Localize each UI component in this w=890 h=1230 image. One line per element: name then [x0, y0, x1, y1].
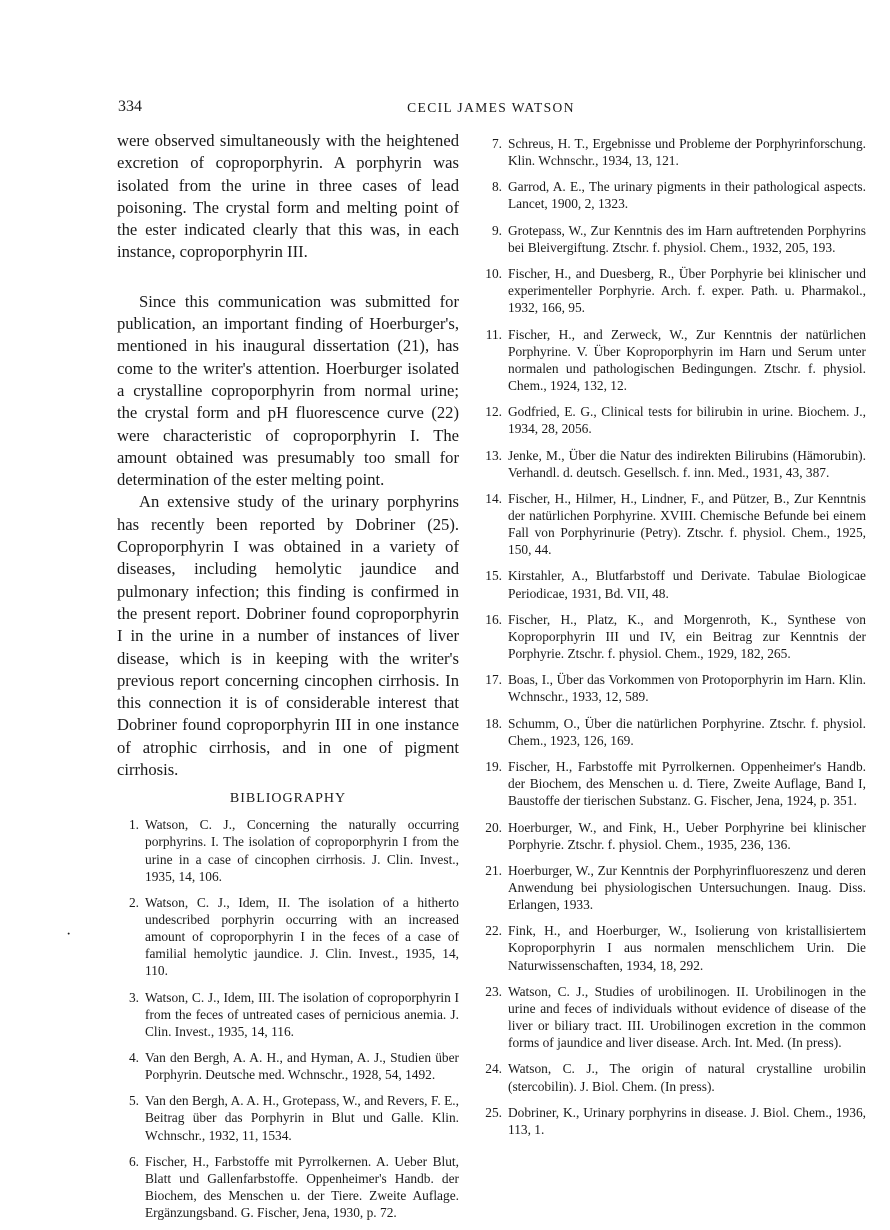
- body-paragraph: An extensive study of the urinary porphyrins has recently been reported by Dobriner (25). Coproporphyrin I was obtained in a variety of diseases, including hemolytic jaundice and pulmonary infection; this finding is confirmed in the present report. Dobriner found coproporphyrin I in the urine in a number of instances of liver disease, which is in keeping with the writer's previous report concerning cincophen cirrhosis. In this connection it is of considerable interest that Dobriner found coproporphyrin III in one instance of atrophic cirrhosis, and in one of pigment cirrhosis.: [117, 492, 459, 780]
- reference-text: Garrod, A. E., The urinary pigments in their pathological aspects. Lancet, 1900, 2, 1323.: [508, 179, 866, 212]
- reference-text: Watson, C. J., Studies of urobilinogen. II. Urobilinogen in the urine and feces of individuals without evidence of disease of the liver or biliary tract. III. Urobilinogen excretion in the common forms of jaundice and liver disease. Arch. Int. Med. (In press).: [508, 983, 866, 1051]
- reference-text: Watson, C. J., Idem, III. The isolation of coproporphyrin I from the feces of untreated cases of pernicious anemia. J. Clin. Invest., 1935, 14, 116.: [145, 989, 459, 1039]
- reference-text: Van den Bergh, A. A. H., Grotepass, W., and Revers, F. E., Beitrag über das Porphyrin in Blut und Galle. Klin. Wchnschr., 1932, 11, 1534.: [145, 1093, 459, 1143]
- reference-number: 18.: [485, 715, 502, 731]
- reference-item: [478, 326, 866, 394]
- page-header: [118, 98, 864, 122]
- reference-text: Fischer, H., and Zerweck, W., Zur Kenntnis der natürlichen Porphyrine. V. Über Koproporphyrin im Harn und Serum unter normalen und pathologischen Bedingungen. Ztschr. f. physiol. Chem., 1924, 132, 12.: [508, 326, 866, 393]
- reference-text: Schumm, O., Über die natürlichen Porphyrine. Ztschr. f. physiol. Chem., 1923, 126, 169.: [508, 715, 866, 748]
- reference-number: 25.: [485, 1104, 502, 1120]
- reference-number: 3.: [128, 989, 139, 1005]
- reference-number: 24.: [485, 1061, 502, 1077]
- reference-text: Godfried, E. G., Clinical tests for bilirubin in urine. Biochem. J., 1934, 28, 2056.: [508, 404, 866, 437]
- reference-text: Watson, C. J., The origin of natural crystalline urobilin (stercobilin). J. Biol. Chem. (In press).: [508, 1061, 866, 1094]
- reference-text: Fischer, H., Platz, K., and Morgenroth, K., Synthese von Koproporphyrin III und IV, ein Beitrag zur Kenntnis der Porphyrie. Ztschr. f. physiol. Chem., 1929, 182, 265.: [508, 611, 866, 662]
- reference-item: [478, 265, 866, 316]
- body-paragraph: Since this communication was submitted for publication, an important finding of Hoerburger's, mentioned in his inaugural dissertation (21), has come to the writer's attention. Hoerburger isolated a crystalline coproporphyrin from normal urine; the crystal form and pH fluorescence curve (22) were characteristic of coproporphyrin I. The amount obtained was presumably too small for determination of the ester melting point.: [117, 291, 459, 490]
- reference-number: 11.: [485, 326, 502, 342]
- reference-item: [478, 758, 866, 809]
- reference-text: Dobriner, K., Urinary porphyrins in disease. J. Biol. Chem., 1936, 113, 1.: [508, 1104, 866, 1137]
- reference-item: [478, 567, 866, 601]
- reference-text: Fischer, H., Hilmer, H., Lindner, F., and Pützer, B., Zur Kenntnis der natürlichen Porphyrine. XVIII. Chemische Befunde bei einem Fall von Porphyrinurie (Petry). Ztschr. f. physiol. Chem., 1925, 150, 44.: [508, 490, 866, 558]
- reference-text: Grotepass, W., Zur Kenntnis des im Harn auftretenden Porphyrins bei Bleivergiftung. Ztschr. f. physiol. Chem., 1932, 205, 193.: [508, 222, 866, 255]
- reference-item: [117, 816, 459, 884]
- bibliography-heading: BIBLIOGRAPHY: [229, 791, 347, 807]
- reference-number: 15.: [485, 568, 502, 584]
- reference-item: [117, 1092, 459, 1143]
- reference-number: 14.: [485, 490, 502, 506]
- reference-text: Fink, H., and Hoerburger, W., Isolierung von kristallisiertem Koproporphyrin I aus normalen menschlichem Urin. Die Naturwissenschaften, 1934, 18, 292.: [508, 923, 866, 973]
- left-column: [117, 130, 459, 1230]
- reference-list-left: [117, 816, 459, 1221]
- body-paragraph: were observed simultaneously with the heightened excretion of coproporphyrin. A porphyrin was isolated from the urine in three cases of lead poisoning. The crystal form and melting point of the ester indicated clearly that this was, in each instance, coproporphyrin III.: [117, 131, 459, 262]
- reference-number: 8.: [491, 179, 502, 195]
- reference-text: Schreus, H. T., Ergebnisse und Probleme der Porphyrinforschung. Klin. Wchnschr., 1934, 13, 121.: [508, 136, 866, 169]
- reference-item: [478, 447, 866, 481]
- reference-text: Watson, C. J., Idem, II. The isolation of a hitherto undescribed porphyrin occurring with an increased amount of coproporphyrin I in the feces of a case of familial hemolytic jaundice. J. Clin. Invest., 1935, 14, 110.: [145, 894, 459, 979]
- reference-item: [478, 819, 866, 853]
- reference-number: 6.: [128, 1153, 139, 1169]
- running-head: CECIL JAMES WATSON: [407, 100, 575, 115]
- reference-number: 9.: [491, 222, 502, 238]
- right-column: [478, 135, 866, 1147]
- reference-item: [478, 922, 866, 973]
- reference-number: 4.: [128, 1050, 139, 1065]
- page-number: 334: [118, 98, 142, 115]
- reference-number: 5.: [128, 1093, 139, 1109]
- reference-item: [478, 222, 866, 256]
- reference-list-right: [478, 135, 866, 1138]
- reference-item: [117, 1049, 459, 1083]
- reference-item: [478, 671, 866, 705]
- reference-number: 23.: [485, 983, 502, 999]
- reference-number: 1.: [128, 817, 139, 833]
- reference-text: Fischer, H., Farbstoffe mit Pyrrolkernen. Oppenheimer's Handb. der Biochem, des Menschen u. d. Tiere, Zweite Auflage, Band I, Baustoffe der tierischen Substanz. G. Fischer, Jena, 1924, p. 351.: [508, 759, 866, 809]
- reference-number: 19.: [485, 759, 502, 775]
- reference-text: Fischer, H., and Duesberg, R., Über Porphyrie bei klinischer und experimenteller Porphyrie. Arch. f. exper. Path. u. Pharmakol., 1932, 166, 95.: [508, 266, 866, 316]
- reference-number: 7.: [491, 136, 502, 151]
- reference-item: [478, 178, 866, 212]
- reference-text: Van den Bergh, A. A. H., and Hyman, A. J., Studien über Porphyrin. Deutsche med. Wchnschr., 1928, 54, 1492.: [145, 1050, 459, 1083]
- reference-item: [478, 862, 866, 913]
- reference-number: 12.: [485, 404, 502, 420]
- reference-item: [478, 490, 866, 558]
- reference-number: 22.: [485, 923, 502, 939]
- reference-number: 21.: [485, 862, 502, 878]
- reference-number: 20.: [485, 819, 502, 835]
- reference-number: 2.: [128, 894, 139, 910]
- stray-mark: ·: [66, 926, 72, 943]
- reference-number: 16.: [485, 611, 502, 627]
- reference-number: 13.: [485, 447, 502, 463]
- reference-text: Boas, I., Über das Vorkommen von Protoporphyrin im Harn. Klin. Wchnschr., 1933, 12, 589.: [508, 672, 866, 705]
- reference-item: [478, 1060, 866, 1094]
- reference-item: [478, 1104, 866, 1138]
- reference-text: Hoerburger, W., Zur Kenntnis der Porphyrinfluoreszenz und deren Anwendung bei physiologischen Untersuchungen. Inaug. Diss. Erlangen, 1933.: [508, 862, 866, 913]
- reference-item: [478, 611, 866, 662]
- reference-item: [478, 403, 866, 437]
- reference-text: Watson, C. J., Concerning the naturally occurring porphyrins. I. The isolation of coproporphyrin I from the urine in a case of cincophen cirrhosis. J. Clin. Invest., 1935, 14, 106.: [145, 817, 459, 884]
- reference-text: Fischer, H., Farbstoffe mit Pyrrolkernen. A. Ueber Blut, Blatt und Gallenfarbstoffe. Oppenheimer's Handb. der Biochem, des Menschen u. der Tiere. Zweite Auflage. Ergänzungsband. G. Fischer, Jena, 1930, p. 72.: [145, 1153, 459, 1221]
- reference-item: [478, 135, 866, 169]
- reference-item: [478, 983, 866, 1051]
- reference-number: 17.: [485, 672, 502, 688]
- reference-text: Hoerburger, W., and Fink, H., Ueber Porphyrine bei klinischer Porphyrie. Ztschr. f. physiol. Chem., 1935, 236, 136.: [508, 819, 866, 852]
- reference-item: [117, 894, 459, 979]
- reference-text: Kirstahler, A., Blutfarbstoff und Derivate. Tabulae Biologicae Periodicae, 1931, Bd. VII, 48.: [508, 568, 866, 601]
- reference-item: [117, 1153, 459, 1221]
- reference-text: Jenke, M., Über die Natur des indirekten Bilirubins (Hämorubin). Verhandl. d. deutsch. Gesellsch. f. inn. Med., 1931, 43, 387.: [508, 447, 866, 480]
- reference-item: [117, 989, 459, 1040]
- reference-number: 10.: [485, 266, 502, 282]
- reference-item: [478, 715, 866, 749]
